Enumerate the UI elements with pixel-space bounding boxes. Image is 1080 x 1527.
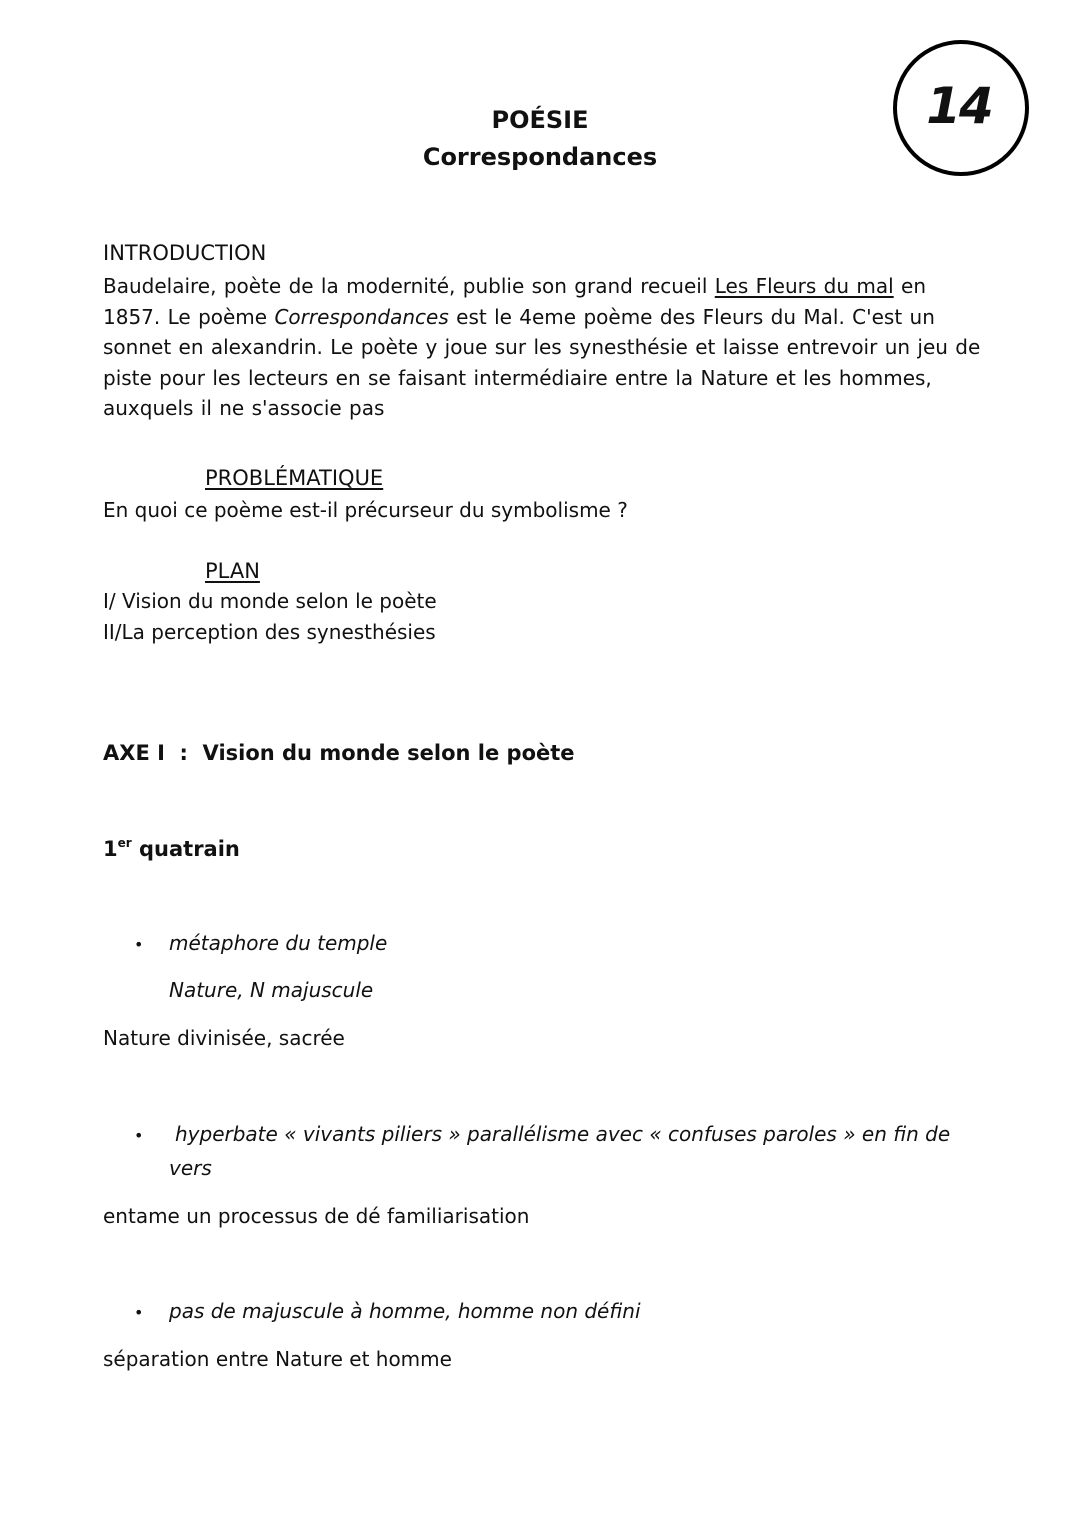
point-2-line-2: vers — [169, 1156, 212, 1180]
point-2-conclusion: entame un processus de dé familiarisation — [103, 1204, 530, 1228]
introduction-heading: INTRODUCTION — [103, 241, 267, 265]
quatrain-number: 1 — [103, 837, 118, 861]
page-subtitle: Correspondances — [422, 143, 658, 171]
point-1-line-1: métaphore du temple — [169, 931, 388, 955]
problematique-heading: PROBLÉMATIQUE — [205, 466, 384, 490]
plan-item-2: II/La perception des synesthésies — [103, 620, 436, 644]
quatrain-sup: er — [117, 836, 132, 850]
page-number: 14 — [926, 77, 992, 135]
page-number-circle — [893, 40, 1029, 176]
plan-heading: PLAN — [205, 559, 260, 583]
point-2-line-1: hyperbate « vivants piliers » parallélisme avec « confuses paroles » en fin de — [175, 1122, 951, 1146]
introduction-text-middle: en 1857. Le poème — [103, 274, 927, 329]
problematique-question: En quoi ce poème est-il précurseur du symbolisme ? — [103, 498, 628, 522]
point-1-line-2: Nature, N majuscule — [169, 978, 374, 1002]
point-1-conclusion: Nature divinisée, sacrée — [103, 1026, 345, 1050]
bullet-icon: • — [134, 1303, 144, 1322]
introduction-text-end: est le 4eme poème des Fleurs du Mal. C'est un sonnet en alexandrin. Le poète y joue sur les synesthésie et laisse entrevoir un jeu de piste pour les lecteurs en se faisant intermédiaire entre la Nature et les hommes, auxquels il ne s'associe pas — [103, 304, 981, 420]
bullet-icon: • — [134, 935, 144, 954]
point-3-line-1: pas de majuscule à homme, homme non défini — [169, 1299, 641, 1323]
page-title: POÉSIE — [491, 106, 589, 134]
point-3-conclusion: séparation entre Nature et homme — [103, 1347, 452, 1371]
poem-title: Correspondances — [274, 304, 449, 329]
plan-item-1: I/ Vision du monde selon le poète — [103, 589, 437, 613]
introduction-paragraph — [103, 271, 983, 424]
recueil-title: Les Fleurs du mal — [714, 274, 894, 298]
bullet-icon: • — [134, 1126, 144, 1145]
quatrain-heading — [103, 837, 240, 861]
introduction-text-start: Baudelaire, poète de la modernité, publie son grand recueil — [103, 274, 715, 298]
quatrain-label: quatrain — [131, 837, 240, 861]
axe1-heading: AXE I : Vision du monde selon le poète — [103, 741, 575, 765]
